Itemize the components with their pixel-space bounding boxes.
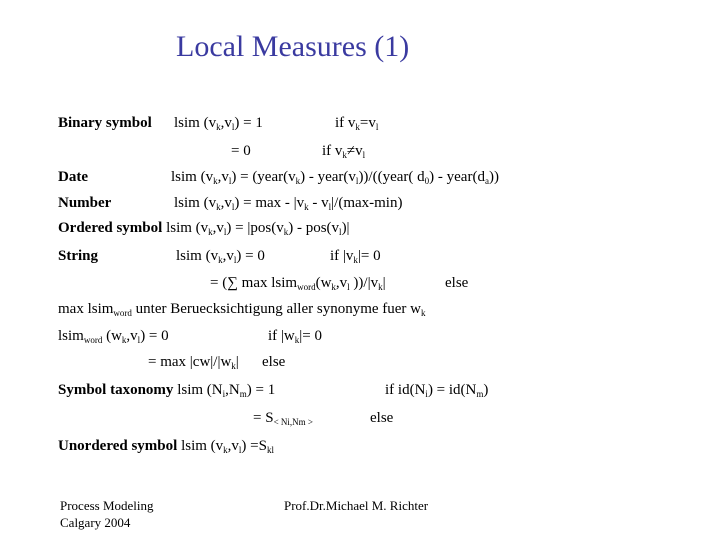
max-lsimword-note: max lsim$_{word}$ unter Beruecksichtigung aller synonyme fuer $w_k$: [58, 301, 426, 318]
binary-symbol-label: Binary symbol: [58, 115, 152, 131]
string-condition: if $|v_k|= 0$: [330, 248, 381, 265]
binary-symbol-zero: = 0: [231, 143, 251, 159]
symbol-taxonomy-row: [58, 382, 275, 399]
lsimword-formula-else: = $\max |cw|/|w_k|$: [148, 354, 239, 371]
date-row: [58, 169, 88, 186]
string-else: else: [445, 275, 469, 291]
footer-location: Calgary 2004: [60, 515, 131, 530]
symbol-taxonomy-formula-else: = $S_{< Ni,Nm >}$: [253, 410, 313, 427]
binary-symbol-condition-unequal: if $v_k\ne v_l$: [322, 143, 366, 160]
footer-course: Process Modeling: [60, 498, 154, 513]
symbol-taxonomy-label: Symbol taxonomy: [58, 382, 174, 398]
footer-author: Prof.Dr.Michael M. Richter: [284, 498, 429, 513]
string-formula-else: = (∑ $\max lsim_{word}(w_k,v_l$ ))$/|v_k|$: [210, 275, 386, 292]
number-formula: lsim $(v_k,v_l) = \max - |v_k - v_l|/(\max-\min)$: [174, 195, 403, 212]
string-row: [58, 248, 98, 265]
ordered-symbol-row: [58, 220, 350, 237]
date-formula: lsim $(v_k,v_l)$ = ($year(v_k)$ - $year(v_l))/((year$( $d_0$) - $year(d_a)$): [171, 169, 499, 186]
lsimword-formula: lsim$_{word}$ $(w_k,v_l) = 0$: [58, 328, 169, 345]
slide-title: Local Measures (1): [176, 30, 410, 63]
binary-symbol-formula: lsim $(v_k,v_l) = 1$: [174, 115, 263, 132]
symbol-taxonomy-else: else: [370, 410, 394, 426]
ordered-symbol-formula: lsim $(v_k,v_l) = |pos(v_k) - pos(v_l)|$: [162, 220, 350, 237]
symbol-taxonomy-condition: if $id(N_i) = id(N_m)$: [385, 382, 489, 399]
date-label: Date: [58, 169, 88, 185]
lsimword-condition: if $|w_k|= 0$: [268, 328, 322, 345]
binary-symbol-row: [58, 115, 152, 132]
number-label: Number: [58, 195, 112, 211]
lsimword-else: else: [262, 354, 286, 370]
ordered-symbol-label: Ordered symbol: [58, 220, 163, 236]
binary-symbol-condition-equal: if $v_k=v_l$: [335, 115, 379, 132]
unordered-symbol-label: Unordered symbol: [58, 438, 178, 454]
symbol-taxonomy-formula: lsim $(N_i,N_m) = 1$: [173, 382, 276, 399]
string-formula: lsim $(v_k,v_l) = 0$: [176, 248, 265, 265]
unordered-symbol-formula: lsim $(v_k,v_l) =S_{kl}$: [177, 438, 274, 455]
number-row: [58, 195, 111, 212]
unordered-symbol-row: [58, 438, 274, 455]
string-label: String: [58, 248, 99, 264]
